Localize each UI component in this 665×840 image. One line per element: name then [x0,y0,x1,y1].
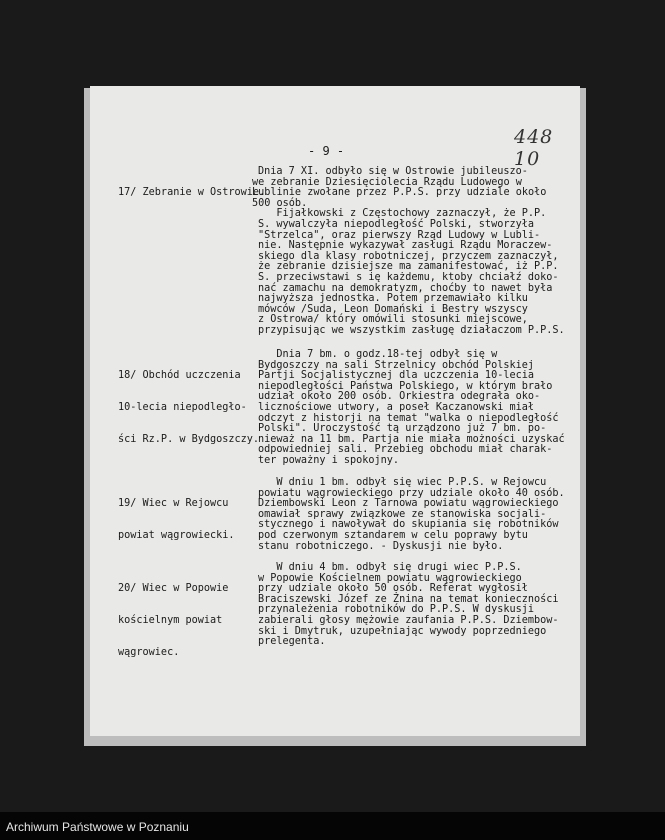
archive-label: Archiwum Państwowe w Poznaniu [6,820,189,834]
body-line: że zebranie dzisiejsze ma zamanifestować, iż P.P. [258,261,559,273]
archive-number: 448 10 [514,126,554,170]
body-line: W dniu 4 bm. odbył się drugi wiec P.P.S. [258,562,522,573]
entry-title [118,167,266,220]
entry-title-line: kościelnym powiat [118,614,223,626]
entry-body [252,166,576,337]
document-page [90,86,580,736]
body-line: Polski". Uroczystość tą urządzono już 7 bm. po- [258,423,547,435]
body-line: S. przeciwstawi s ię każdemu, ktoby chciałź doko- [258,271,559,283]
body-line: powiatu wągrowieckiego przy udziale około 40 osób. [258,487,565,499]
body-line: Fijałkowski z Częstochowy zaznaczył, że P.P. [258,208,547,220]
footer-bar [0,812,665,840]
body-line: Bydgoszczy na sali Strzelnicy obchód Polskiej [258,359,535,371]
body-line: we zebranie Dziesięciolecia Rządu Ludowego w [252,176,522,188]
body-line: prelegenta. [258,636,326,648]
body-line: nieważ na 11 bm. Partja nie miała możności uzyskać [258,433,565,445]
entry-title-line: wągrowiec. [118,646,180,658]
body-line: odczyt z historji na temat "walka o niepodległość [258,412,559,424]
body-line: 500 osób. [252,197,308,209]
entry-body [258,563,576,648]
body-line: w Popowie Kościelnem powiatu wągrowieckiego [258,572,522,584]
body-line: niepodległości Państwa Polskiego, w którym brało [258,380,553,392]
body-line: pod czerwonym sztandarem w celu poprawy bytu [258,529,528,541]
entry-title-line: 18/ Obchód uczczenia [118,370,241,382]
body-line: Dziembowski Leon z Tarnowa powiatu wągrowieckiego [258,498,559,510]
body-line: Partji Socjalistycznej dla uczczenia 10-lecia [258,370,535,382]
body-line: ter poważny i spokojny. [258,454,400,466]
body-line: "Strzelca", oraz pierwszy Rząd Ludowy w Lubli- [258,229,541,241]
body-line: odpowiedniej sali. Przebieg obchodu miał charak- [258,444,553,456]
entry-body [258,478,576,552]
body-line: Dnia 7 XI. odbyło się w Ostrowie jubileuszo- [258,166,528,177]
entry-title [118,478,258,563]
body-line: przy udziale około 50 osób. Referat wygłosił [258,583,528,595]
body-line: nie. Następnie wykazywał zasługi Rządu Moraczew- [258,240,553,252]
body-line: W dniu 1 bm. odbył się wiec P.P.S. w Rejowcu [258,477,547,488]
body-line: przypisując we wszystkim zasługę działaczom P.P.S. [258,324,565,336]
entry-body [258,350,576,467]
body-line: najwyższa jednostka. Potem przemawiało kilku [258,293,528,305]
body-line: omawiał sprawy związkowe ze stanowiska socjali- [258,508,547,520]
body-line: ski i Dmytruk, uzupełniając wywody poprzedniego [258,625,547,637]
entry-title-line: ści Rz.P. w Bydgoszczy. [118,433,260,445]
body-line: Dnia 7 bm. o godz.18-tej odbył się w [258,349,498,360]
body-line: z Ostrowa/ który omówili stosunki miejscowe, [258,314,528,326]
entry-title-line: 19/ Wiec w Rejowcu [118,498,229,510]
body-line: S. wywalczyła niepodległość Polski, stworzyła [258,218,535,230]
body-line: Lublinie zwołane przez P.P.S. przy udziale około [252,187,547,199]
entry-title-line: powiat wągrowiecki. [118,529,235,541]
entry-title-line: 10-lecia niepodległo- [118,401,247,413]
body-line: stanu robotniczego. - Dyskusji nie było. [258,540,504,552]
body-line: mówców /Suda, Leon Domański i Bestry wszyscy [258,303,528,315]
body-line: przynależenia robotników do P.P.S. W dyskusji [258,604,535,616]
body-line: licznościowe utwory, a poseł Kaczanowski miał [258,401,535,413]
body-line: Braciszewski Józef ze Żnina na temat konieczności [258,593,559,605]
entry-title [118,350,258,467]
body-line: stycznego i nawoływał do skupiania się robotników [258,519,559,531]
entry-title [118,563,258,680]
body-line: skiego dla klasy robotniczej, przyczem zaznaczył, [258,250,559,262]
body-line: zabierali głosy mężowie zaufania P.P.S. Dziembow- [258,614,559,626]
body-line: nać zamachu na demokratyzm, choćby to nawet była [258,282,553,294]
entry-title-line: 17/ Zebranie w Ostrowie. [118,187,266,199]
body-line: udział około 200 osób. Orkiestra odegrała oko- [258,391,541,403]
page-number: - 9 - [308,144,345,158]
entry-title-line: 20/ Wiec w Popowie [118,583,229,595]
